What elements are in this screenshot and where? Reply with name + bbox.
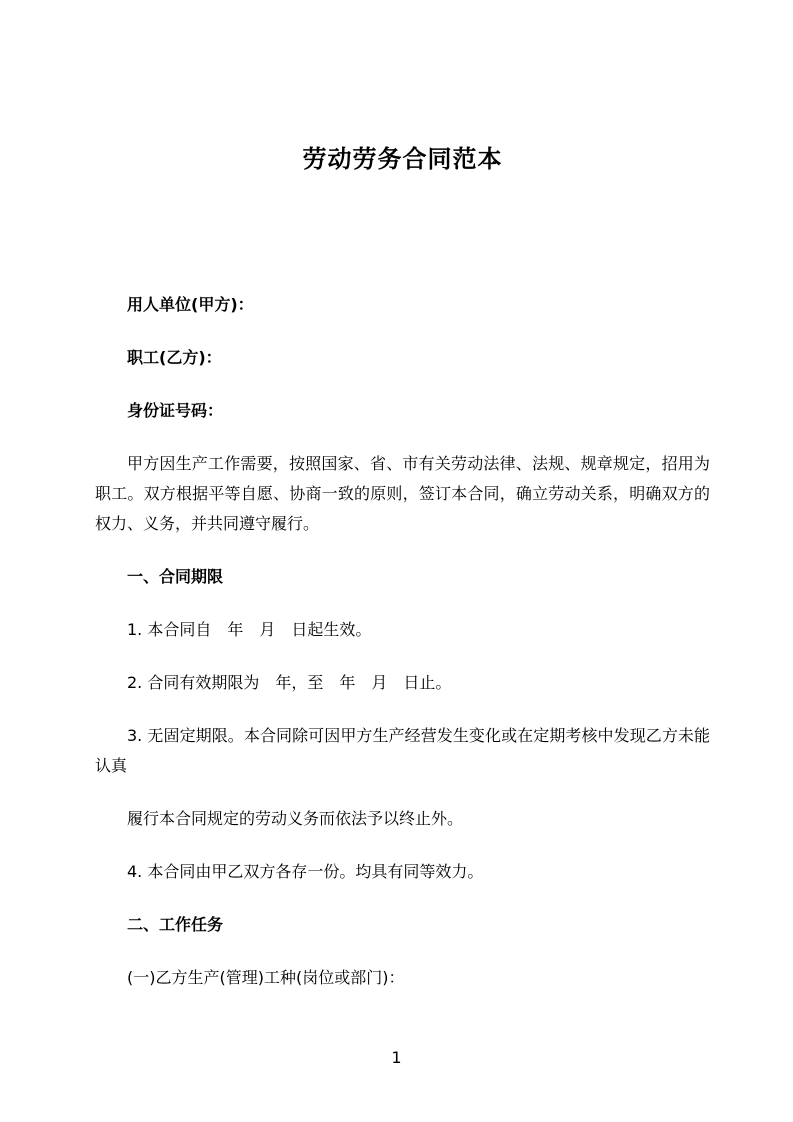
section1-item3: 3. 无固定期限。本合同除可因甲方生产经营发生变化或在定期考核中发现乙方未能认真 [95,726,710,775]
document-content [0,142,793,993]
section1-heading: 一、合同期限 [127,567,224,586]
party-a-label: 用人单位(甲方)： [127,295,254,314]
section1-item4: 4. 本合同由甲乙双方各存一份。均具有同等效力。 [127,862,484,881]
intro-paragraph: 甲方因生产工作需要，按照国家、省、市有关劳动法律、法规、规章规定，招用为职工。双方根据平等自愿、协商一致的原则，签订本合同，确立劳动关系，明确双方的权力、义务，并共同遵守履行。 [95,454,710,533]
id-number-label: 身份证号码： [127,401,224,420]
section2-item1: (一)乙方生产(管理)工种(岗位或部门)： [127,968,405,987]
page-number: 1 [391,1048,402,1067]
document-title: 劳动劳务合同范本 [302,145,503,173]
section1-item1: 1. 本合同自 年 月 日起生效。 [127,620,372,639]
section2-heading: 二、工作任务 [127,915,224,934]
party-b-label: 职工(乙方)： [127,348,222,367]
section1-item3-continuation: 履行本合同规定的劳动义务而依法予以终止外。 [127,809,464,828]
section1-item2: 2. 合同有效期限为 年，至 年 月 日止。 [127,673,452,692]
